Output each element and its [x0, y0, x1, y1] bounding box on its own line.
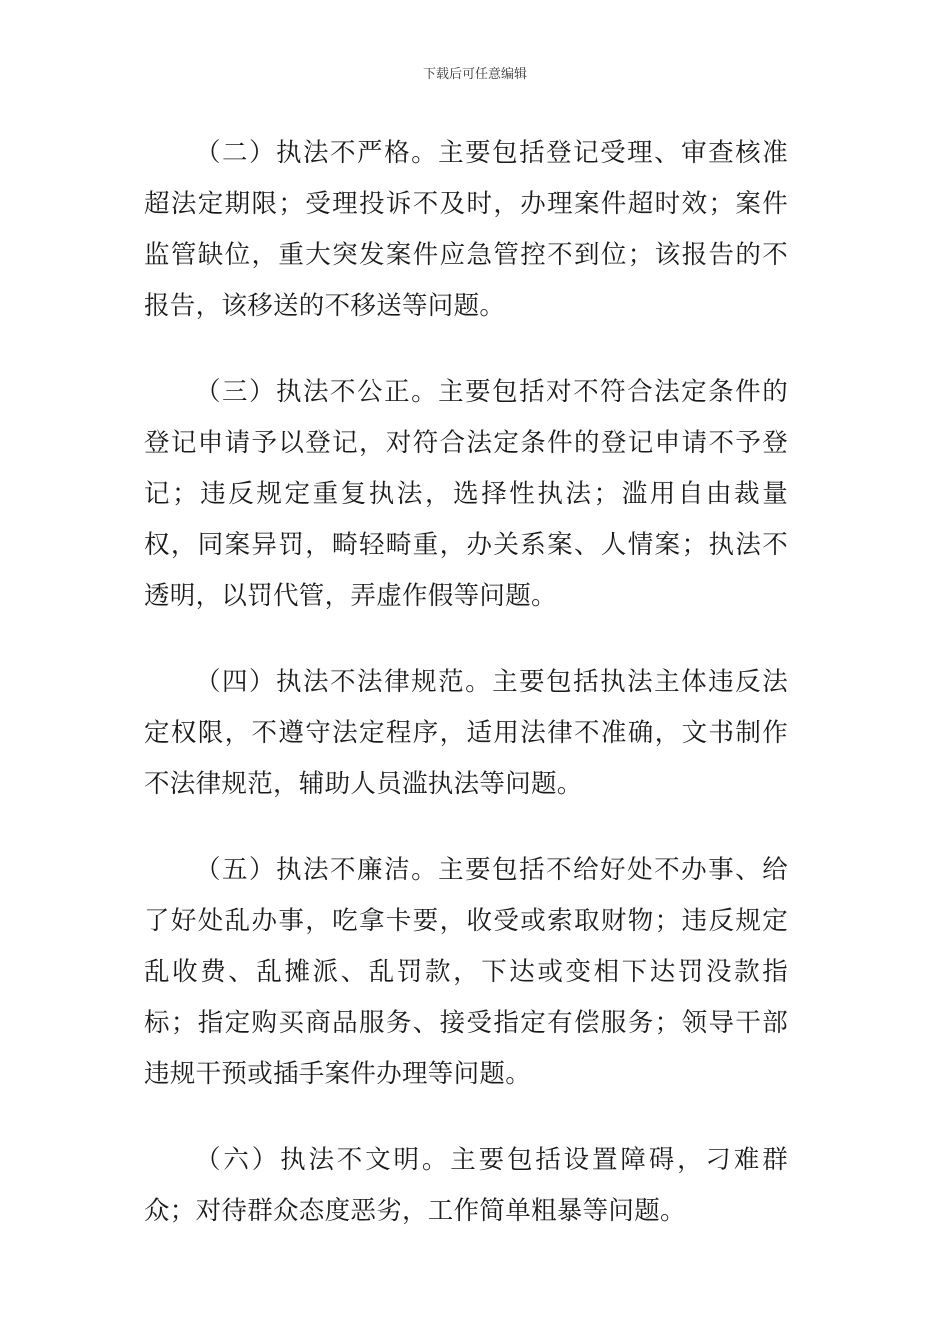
- paragraph-4-nonstandard-enforcement: （四）执法不法律规范。主要包括执法主体违反法定权限，不遵守法定程序，适用法律不准确，文书制作不法律规范，辅助人员滥执法等问题。: [144, 667, 788, 799]
- paragraph-5-corrupt-enforcement: （五）执法不廉洁。主要包括不给好处不办事、给了好处乱办事，吃拿卡要，收受或索取财物；违反规定乱收费、乱摊派、乱罚款，下达或变相下达罚没款指标；指定购买商品服务、接受指定有偿服务；领导干部违规干预或插手案件办理等问题。: [144, 855, 788, 1089]
- paragraph-2-lax-enforcement: （二）执法不严格。主要包括登记受理、审查核准超法定期限；受理投诉不及时，办理案件超时效；案件监管缺位，重大突发案件应急管控不到位；该报告的不报告，该移送的不移送等问题。: [144, 138, 788, 321]
- header-note: 下载后可任意编辑: [422, 67, 527, 82]
- document-body: [144, 128, 788, 1272]
- paragraph-6-uncivil-enforcement: （六）执法不文明。主要包括设置障碍，刁难群众；对待群众态度恶劣，工作简单粗暴等问题。: [144, 1145, 788, 1226]
- paragraph-3-unfair-enforcement: （三）执法不公正。主要包括对不符合法定条件的登记申请予以登记，对符合法定条件的登记申请不予登记；违反规定重复执法，选择性执法；滥用自由裁量权，同案异罚，畸轻畸重，办关系案、人情案；执法不透明，以罚代管，弄虚作假等问题。: [144, 377, 788, 611]
